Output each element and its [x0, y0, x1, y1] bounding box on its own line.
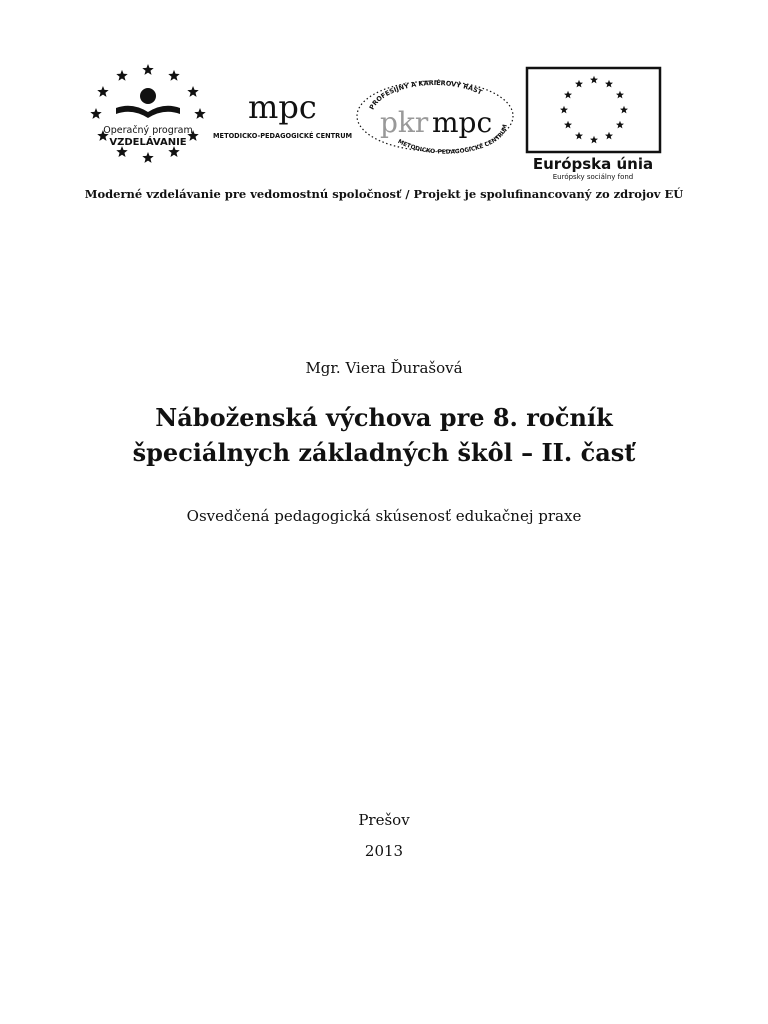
mpc-logo [210, 88, 352, 144]
document-subtitle: Osvedčená pedagogická skúsenosť edukačnej praxe [186, 507, 582, 525]
pkr-arc-bottom: METODICKO-PEDAGOGICKÉ CENTRUM [396, 124, 509, 156]
document-title [0, 400, 768, 470]
mpc-mark: mpc [248, 88, 317, 126]
pkr-mark-left: pkr [380, 106, 429, 139]
star-icon [97, 86, 108, 97]
eu-logo [524, 66, 664, 182]
star-icon [90, 108, 101, 119]
logo-strip [0, 0, 768, 190]
op-line2: VZDELÁVANIE [109, 137, 187, 148]
star-icon [194, 108, 205, 119]
mpc-caption: METODICKO-PEDAGOGICKÉ CENTRUM [213, 132, 352, 140]
op-vzdelavanie-logo [88, 62, 208, 178]
star-icon [142, 152, 153, 163]
publication-city: Prešov [358, 811, 410, 829]
star-icon [187, 86, 198, 97]
pkr-mark-right: mpc [432, 106, 493, 139]
pkr-arc-top: PROFESIJNÝ A KARIÉROVÝ RAST [367, 78, 484, 112]
author-name: Mgr. Viera Ďurašová [305, 359, 463, 377]
pkr-mpc-logo [350, 76, 520, 156]
star-icon [116, 70, 127, 81]
reader-head-icon [140, 88, 156, 104]
title-line-1: Náboženská výchova pre 8. ročník [155, 403, 613, 432]
eu-name: Európska únia [532, 155, 654, 173]
title-line-2: špeciálnych základných škôl – II. časť [132, 438, 636, 467]
star-icon [168, 70, 179, 81]
publication-year: 2013 [364, 842, 404, 860]
project-tagline: Moderné vzdelávanie pre vedomostnú spoločnosť / Projekt je spolufinancovaný zo zdrojov EÚ [84, 187, 684, 201]
star-icon [142, 64, 153, 75]
open-book-icon [116, 106, 180, 118]
op-line1: Operačný program [103, 125, 193, 136]
eu-fund: Európsky sociálny fond [552, 173, 634, 181]
